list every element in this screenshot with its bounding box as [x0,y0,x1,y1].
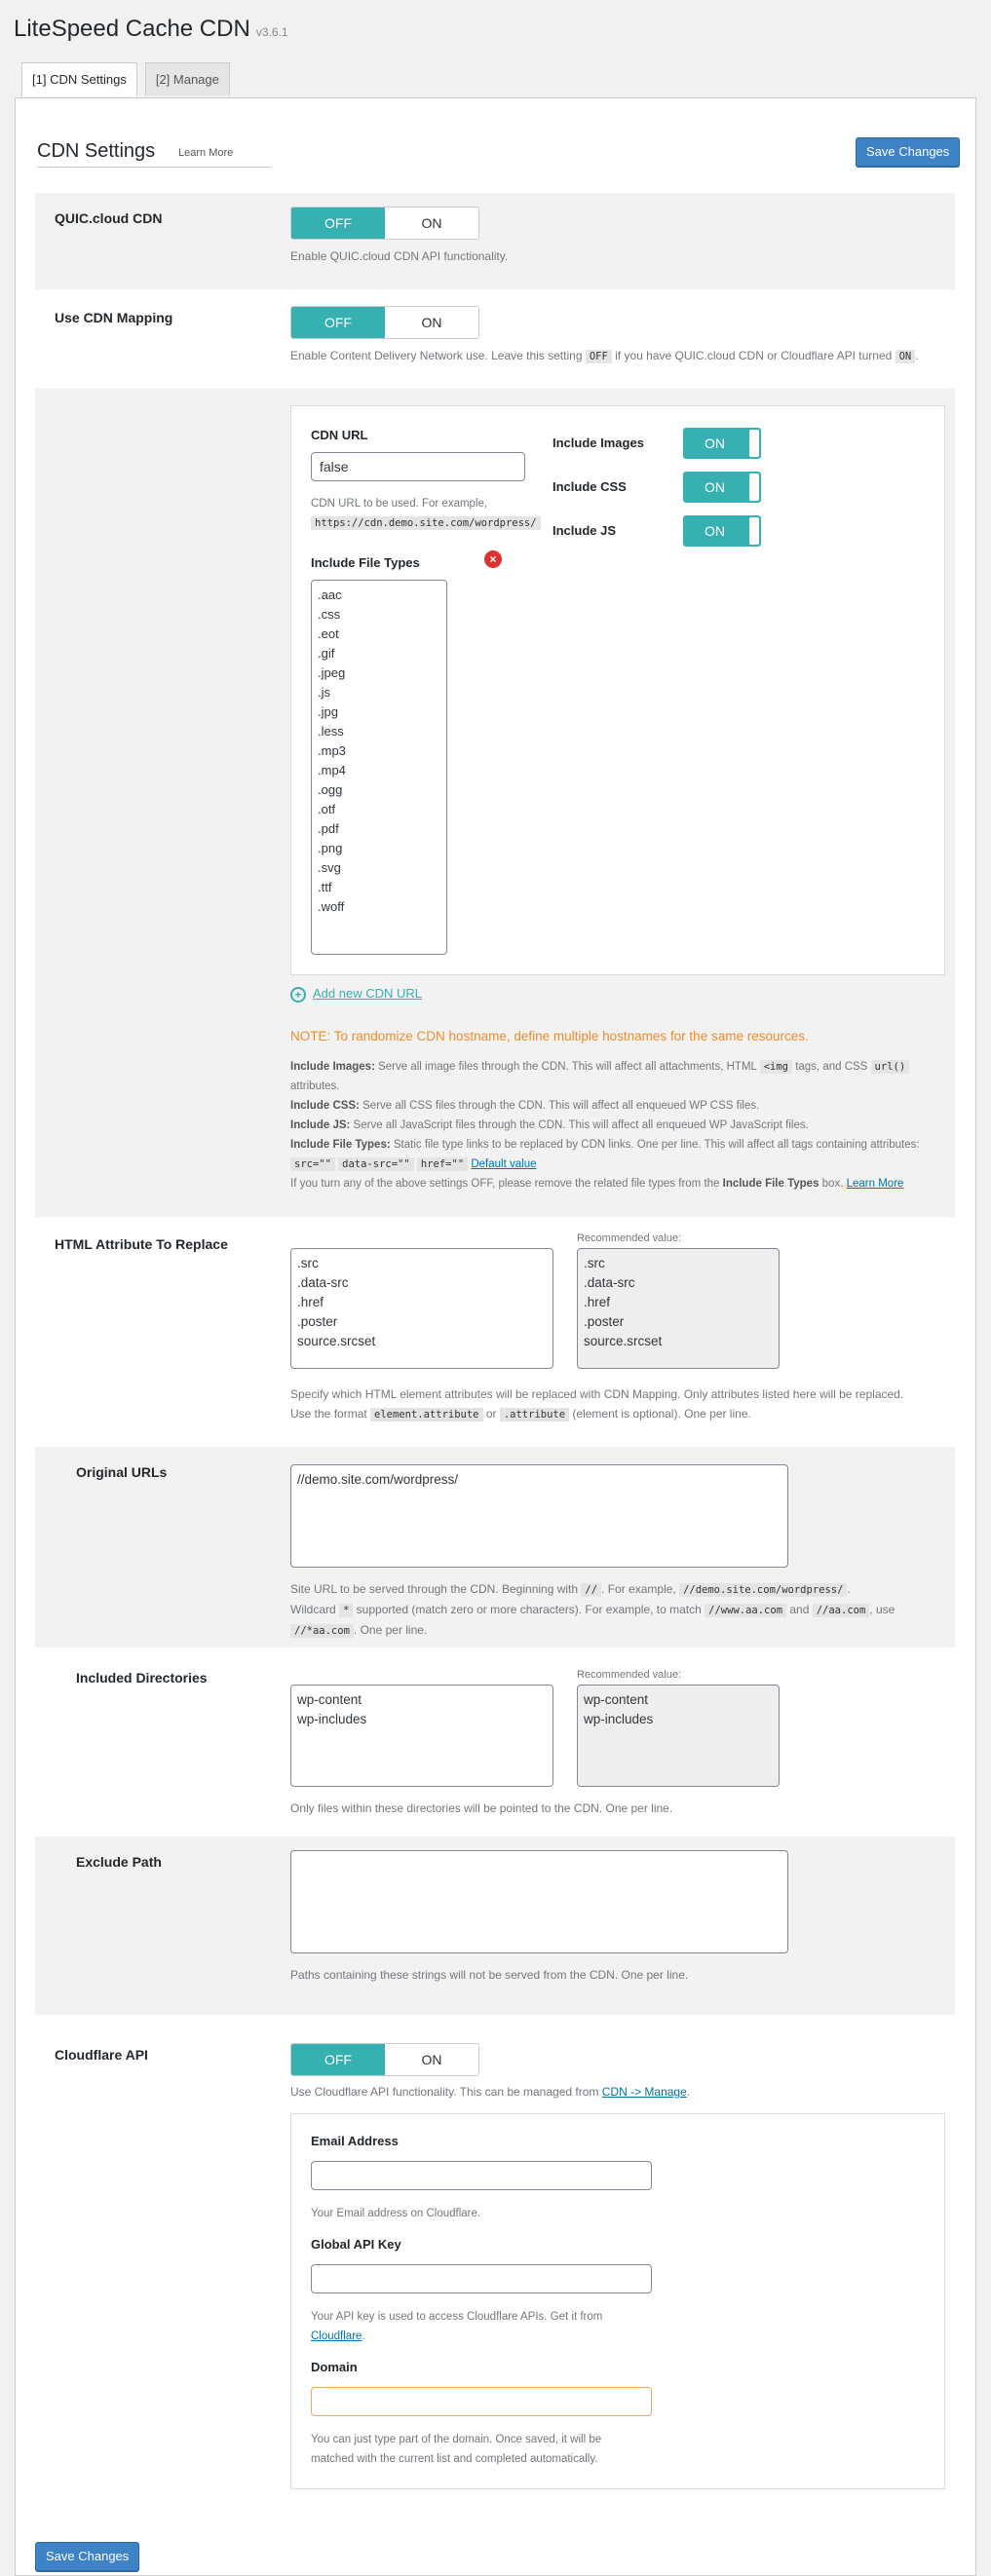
email-input[interactable] [311,2161,652,2190]
file-types-label: Include File Types [311,555,420,570]
quic-cloud-label: QUIC.cloud CDN [55,210,163,226]
section-title: CDN Settings [37,140,156,162]
cloudflare-card [290,2113,945,2489]
add-icon[interactable]: + [290,987,306,1003]
cdn-mapping-toggle[interactable] [290,306,479,339]
mapping-on-option[interactable]: ON [385,307,478,338]
settings-panel [15,97,976,2576]
quic-cloud-desc: Enable QUIC.cloud CDN API functionality. [290,249,509,263]
api-key-desc: Your API key is used to access Cloudflare APIs. Get it from Cloudflare. [311,2311,603,2342]
cloudflare-label: Cloudflare API [55,2047,148,2063]
exclude-path-textarea[interactable] [290,1850,788,1953]
tab-manage[interactable]: [2] Manage [145,62,230,95]
included-dirs-reco-textarea: wp-content wp-includes [577,1685,780,1787]
save-changes-button-bottom[interactable]: Save Changes [35,2542,139,2571]
cdn-manage-link[interactable]: CDN -> Manage [601,2085,687,2099]
row-quic-cloud-cdn [35,193,955,289]
include-images-toggle[interactable]: ON [683,428,761,459]
cdn-mapping-desc: Enable Content Delivery Network use. Leave this setting OFF if you have QUIC.cloud CDN or Cloudflare API turned ON . [290,349,919,362]
row-included-directories [35,1652,955,1832]
quic-on-option[interactable]: ON [385,208,478,239]
section-title-divider [37,167,271,168]
cloudflare-toggle[interactable] [290,2043,479,2076]
page-header [14,16,288,43]
html-attribute-desc: Specify which HTML element attributes will be replaced with CDN Mapping. Only attributes listed here will be replaced. Use the format element.attribute or .attribute (element is optional). One per line. [290,1387,904,1421]
api-key-label: Global API Key [311,2237,401,2252]
tab-cdn-settings[interactable]: [1] CDN Settings [21,62,137,96]
cloudflare-off-option[interactable]: OFF [291,2044,385,2075]
html-attribute-reco-label: Recommended value: [577,1232,682,1244]
domain-input[interactable] [311,2387,652,2416]
version-label: v3.6.1 [255,25,288,39]
cloudflare-link[interactable]: Cloudflare [311,2330,362,2342]
cdn-mapping-label: Use CDN Mapping [55,310,173,325]
cdn-url-card [290,405,945,975]
original-urls-textarea[interactable]: //demo.site.com/wordpress/ [290,1464,788,1568]
cdn-notes: Include Images: Serve all image files through the CDN. This will affect all attachments, HTML <img tags, and CSS url() attributes. Include CSS: Serve all CSS files through the CDN. This will affect all enqueued WP CSS files. Include JS: Serve all JavaScript files through the CDN. This will affect all enqueued WP JavaScript files. Include File Types: Static file type links to be replaced by CDN links. One per line. This will affect all tags containing attributes: src="" data-src="" href="" Default value If you turn any of the above settings OFF, please remove the related file types from the Include File Types box. Learn More [290,1061,920,1190]
learn-more-file-types-link[interactable]: Learn More [846,1178,904,1190]
include-css-toggle[interactable]: ON [683,472,761,503]
exclude-path-desc: Paths containing these strings will not be served from the CDN. One per line. [290,1968,689,1982]
randomize-note: NOTE: To randomize CDN hostname, define multiple hostnames for the same resources. [290,1029,809,1043]
row-cdn-mapping-config [35,389,955,1217]
learn-more-link[interactable]: Learn More [178,147,234,159]
add-new-cdn-url-link[interactable]: Add new CDN URL [313,986,422,1001]
remove-cdn-url-icon[interactable]: × [484,550,502,568]
html-attribute-label: HTML Attribute To Replace [55,1236,228,1252]
tab-bar [21,62,230,95]
original-urls-desc: Site URL to be served through the CDN. Beginning with // . For example, //demo.site.com/wordpress/ . Wildcard * supported (match zero or more characters). For example, to match //www.aa.com and //aa.com , use //*aa.com . One per line. [290,1582,896,1637]
include-images-label: Include Images [553,436,644,450]
row-exclude-path [35,1837,955,2015]
quic-cloud-toggle[interactable] [290,207,479,240]
original-urls-label: Original URLs [76,1464,168,1480]
included-dirs-textarea[interactable]: wp-content wp-includes [290,1685,553,1787]
page-title: LiteSpeed Cache CDN [14,16,250,42]
mapping-off-option[interactable]: OFF [291,307,385,338]
row-original-urls [35,1447,955,1648]
save-changes-button-top[interactable]: Save Changes [856,137,960,167]
included-dirs-reco-label: Recommended value: [577,1669,682,1681]
included-dirs-desc: Only files within these directories will be pointed to the CDN. One per line. [290,1801,673,1815]
email-label: Email Address [311,2134,399,2148]
cdn-url-input[interactable] [311,452,525,481]
html-attribute-reco-textarea: .src .data-src .href .poster source.srcset [577,1248,780,1369]
cloudflare-desc: Use Cloudflare API functionality. This can be managed from CDN -> Manage. [290,2085,691,2099]
domain-desc: You can just type part of the domain. Once saved, it will be matched with the current list and completed automatically. [311,2434,602,2465]
include-css-label: Include CSS [553,479,627,494]
exclude-path-label: Exclude Path [76,1854,162,1870]
html-attribute-textarea[interactable]: .src .data-src .href .poster source.srcset [290,1248,553,1369]
include-js-toggle[interactable]: ON [683,515,761,547]
default-value-link[interactable]: Default value [471,1158,537,1170]
include-js-label: Include JS [553,523,617,538]
row-cdn-mapping [35,292,955,388]
row-cloudflare-api [35,2027,955,2490]
cdn-url-desc: CDN URL to be used. For example, https://cdn.demo.site.com/wordpress/ [311,494,541,533]
included-dirs-label: Included Directories [76,1670,208,1686]
quic-off-option[interactable]: OFF [291,208,385,239]
api-key-input[interactable] [311,2264,652,2293]
domain-label: Domain [311,2360,358,2374]
cloudflare-on-option[interactable]: ON [385,2044,478,2075]
email-desc: Your Email address on Cloudflare. [311,2208,481,2219]
cdn-url-label: CDN URL [311,428,368,442]
file-types-textarea[interactable]: .aac .css .eot .gif .jpeg .js .jpg .less .mp3 .mp4 .ogg .otf .pdf .png .svg .ttf .woff [311,580,447,955]
